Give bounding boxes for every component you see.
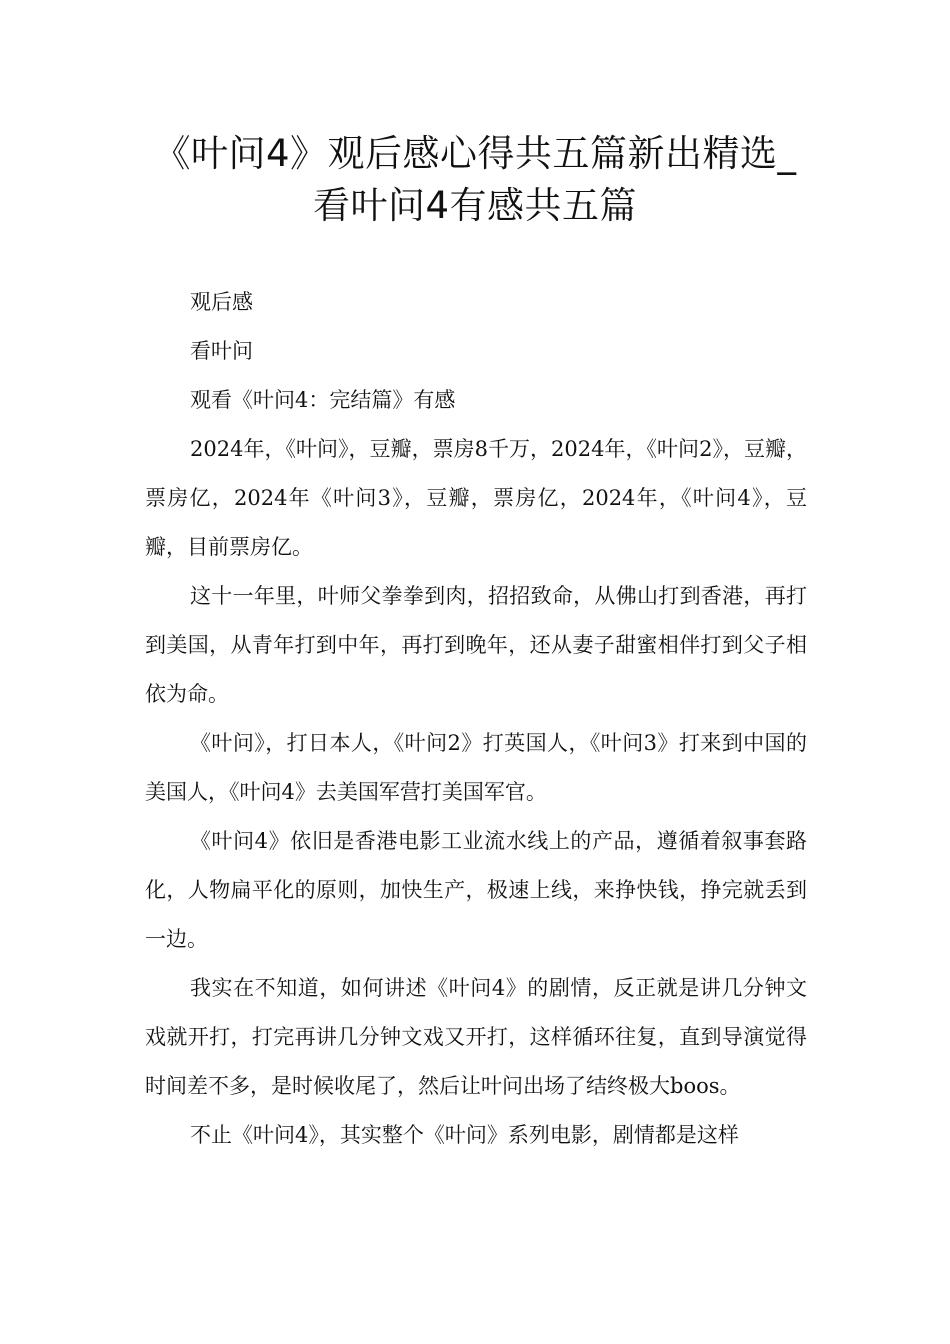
document-body	[145, 278, 807, 1160]
title-line-1: 《叶问4》观后感心得共五篇新出精选_	[153, 132, 797, 175]
paragraph-1: 观后感	[190, 290, 253, 314]
paragraph-5: 这十一年里，叶师父拳拳到肉，招招致命，从佛山打到香港，再打到美国，从青年打到中年，再打到晚年，还从妻子甜蜜相伴打到父子相依为命。	[145, 584, 807, 706]
paragraph-4: 2024年，《叶问》，豆瓣，票房8千万，2024年，《叶问2》，豆瓣，票房亿，2024年《叶问3》，豆瓣，票房亿，2024年，《叶问4》，豆瓣，目前票房亿。	[145, 437, 807, 559]
paragraph-3: 观看《叶问4：完结篇》有感	[190, 388, 456, 412]
paragraph-6: 《叶问》，打日本人，《叶问2》打英国人，《叶问3》打来到中国的美国人，《叶问4》去美国军营打美国军官。	[145, 731, 807, 804]
paragraph-9: 不止《叶问4》，其实整个《叶问》系列电影，剧情都是这样	[190, 1123, 739, 1147]
document-title	[120, 128, 830, 232]
paragraph-2: 看叶问	[190, 339, 253, 363]
paragraph-7: 《叶问4》依旧是香港电影工业流水线上的产品，遵循着叙事套路化，人物扁平化的原则，加快生产，极速上线，来挣快钱，挣完就丢到一边。	[145, 829, 807, 951]
title-line-2: 看叶问4有感共五篇	[312, 184, 638, 227]
paragraph-8: 我实在不知道，如何讲述《叶问4》的剧情，反正就是讲几分钟文戏就开打，打完再讲几分钟文戏又开打，这样循环往复，直到导演觉得时间差不多，是时候收尾了，然后让叶问出场了结终极大boos。	[145, 976, 807, 1098]
